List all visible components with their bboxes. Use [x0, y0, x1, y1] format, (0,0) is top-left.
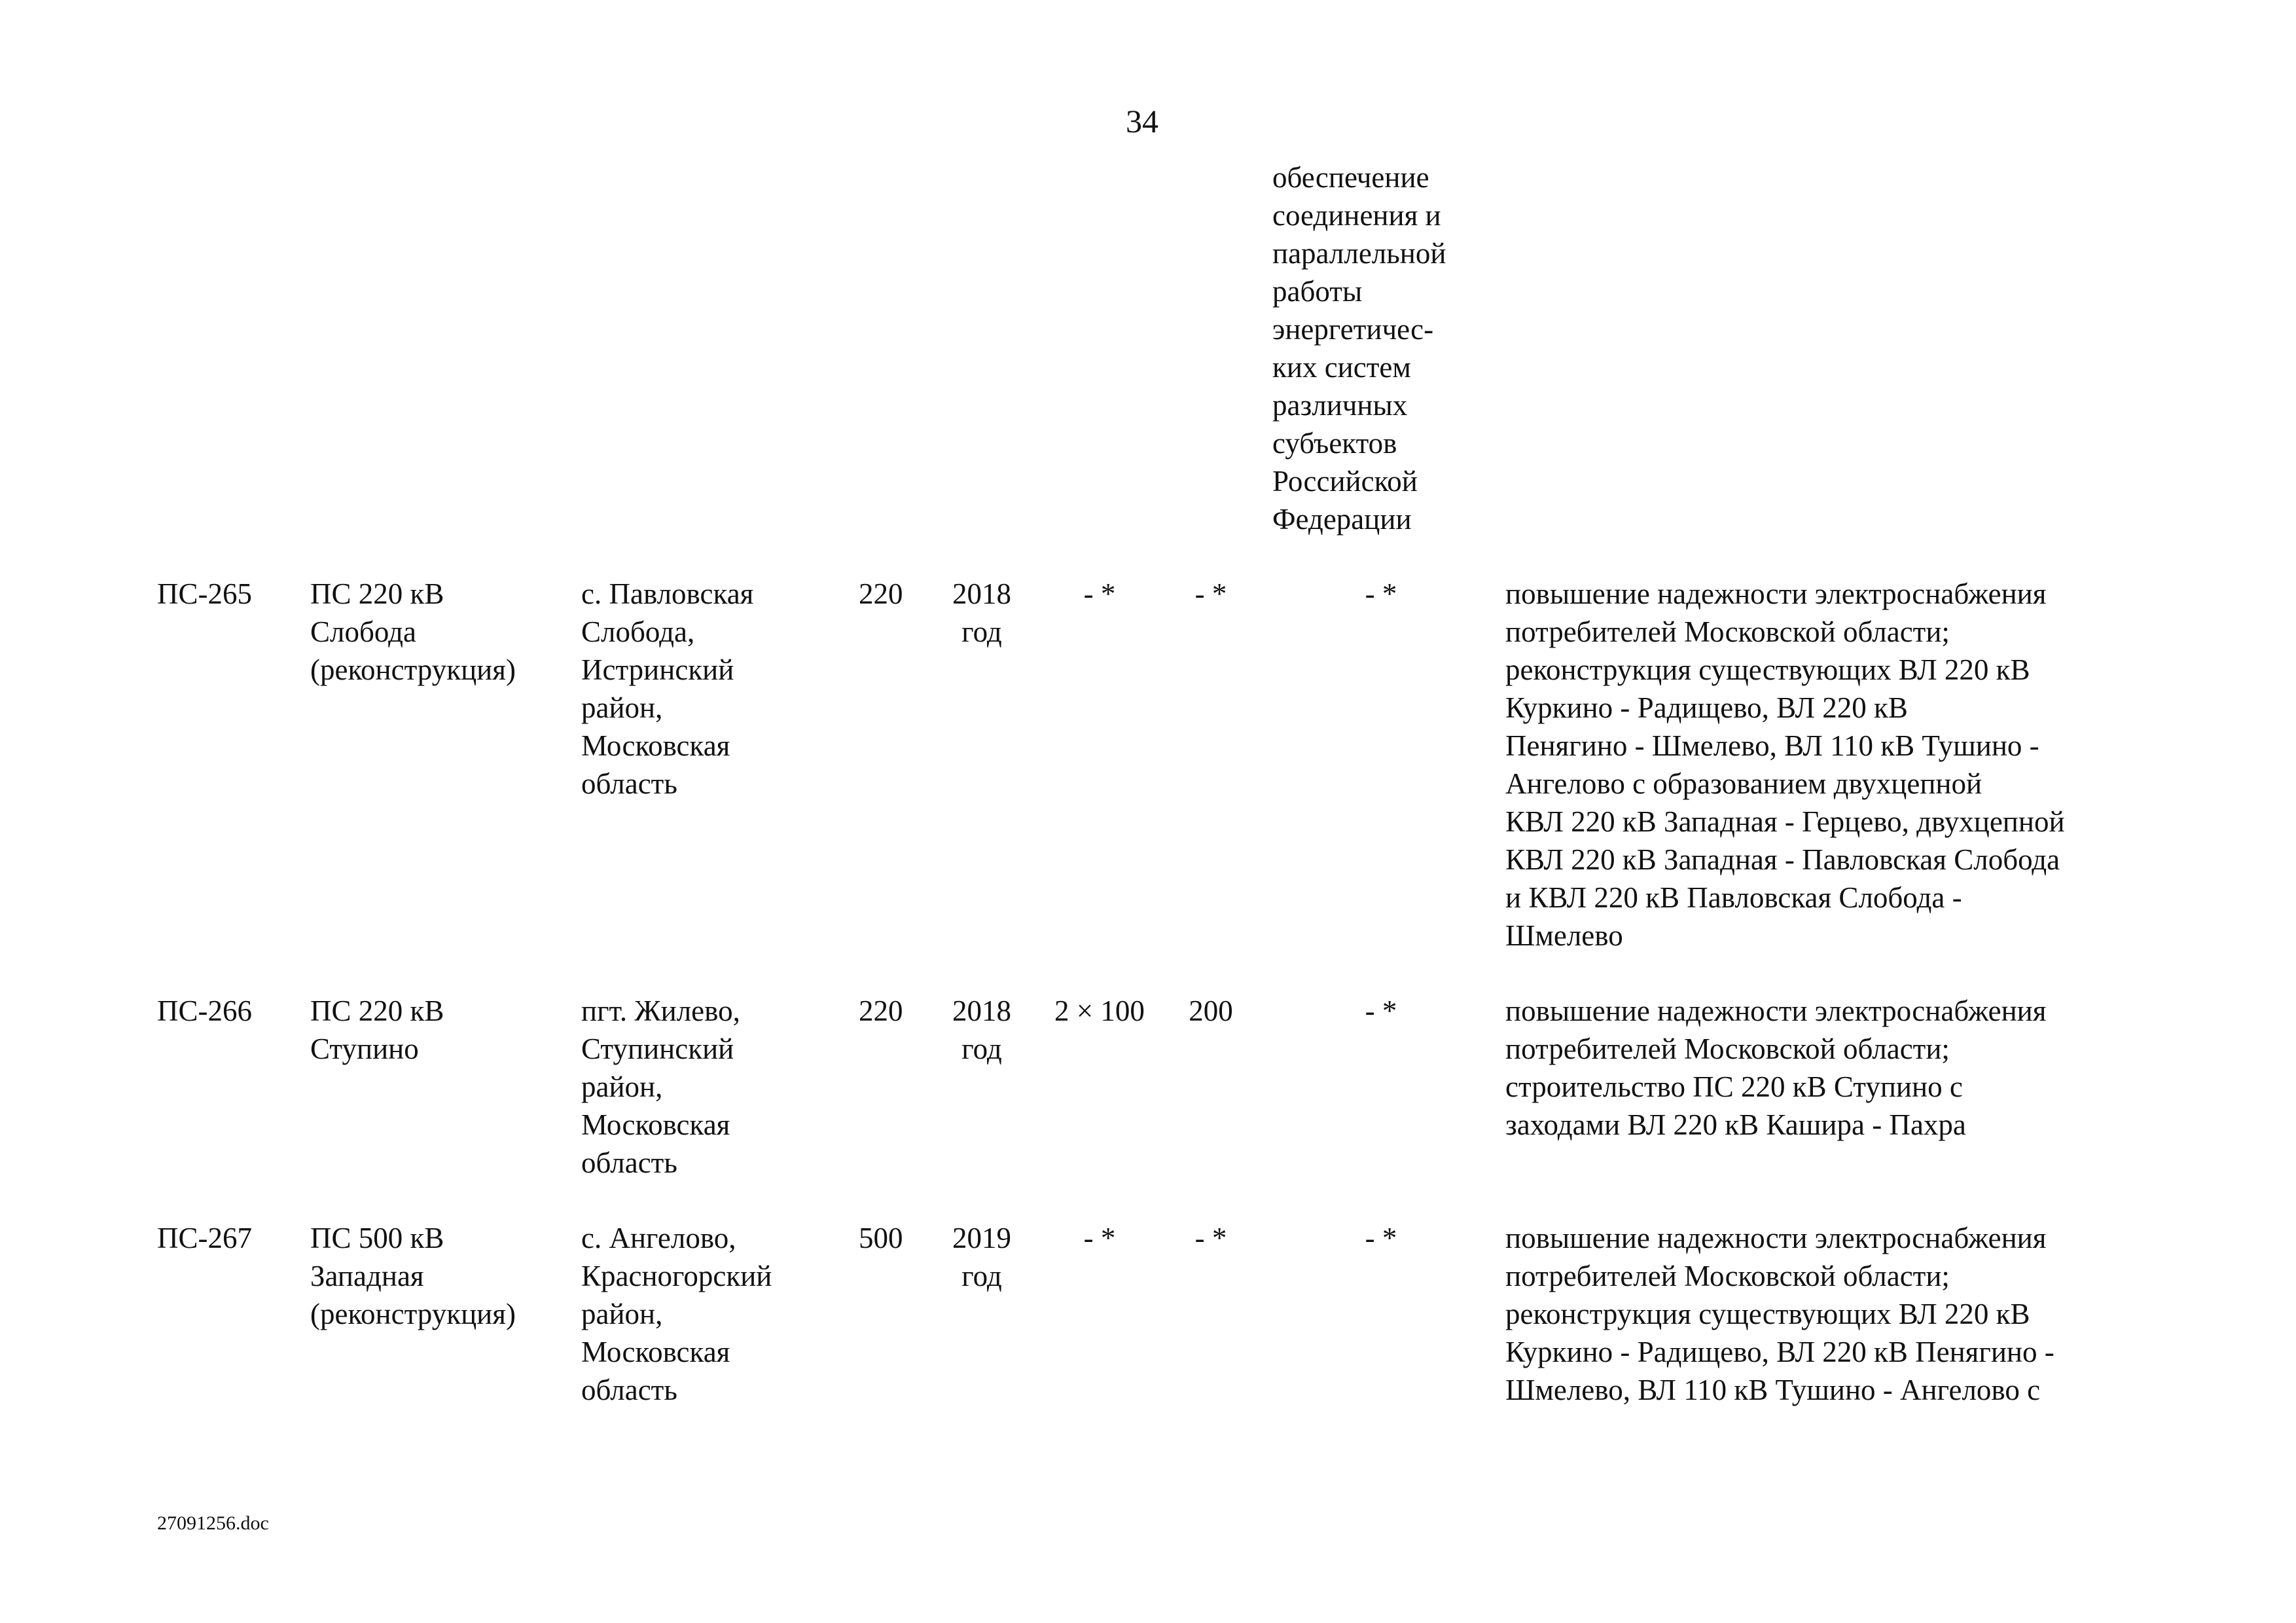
- object-name: ПС 220 кВ Ступино: [310, 994, 444, 1065]
- power-value: - *: [1194, 1222, 1227, 1254]
- page-number: 34: [1126, 103, 1158, 139]
- commission-year: 2019 год: [952, 1222, 1011, 1292]
- object-name: ПС 220 кВ Слобода (реконструкция): [310, 577, 516, 686]
- voltage-value: 220: [859, 577, 903, 610]
- object-location: пгт. Жилево, Ступинский район, Московская область: [581, 994, 740, 1179]
- voltage-value: 220: [859, 994, 903, 1027]
- object-code: ПС-266: [157, 994, 252, 1027]
- other-value: - *: [1365, 577, 1397, 610]
- object-purpose: повышение надежности электроснабжения потребителей Московской области; строительство ПС 220 кВ Ступино с заходами ВЛ 220 кВ Кашира - Пахра: [1505, 994, 2047, 1141]
- other-value: - *: [1365, 1222, 1397, 1254]
- other-value: - *: [1365, 994, 1397, 1027]
- transformer-count: 2 × 100: [1054, 994, 1145, 1027]
- object-purpose: повышение надежности электроснабжения потребителей Московской области; реконструкция существующих ВЛ 220 кВ Куркино - Радищево, ВЛ 220 кВ Пенягино - Шмелево, ВЛ 110 кВ Тушино - Ангелово с образованием двухцепной КВЛ 220 кВ Западная - Герцево, двухцепной КВЛ 220 кВ Западная - Павловская Слобода и КВЛ 220 кВ Павловская Слобода - Шмелево: [1505, 577, 2065, 952]
- object-location: с. Ангелово, Красногорский район, Московская область: [581, 1222, 772, 1406]
- object-location: с. Павловская Слобода, Истринский район, Московская область: [581, 577, 754, 800]
- object-name: ПС 500 кВ Западная (реконструкция): [310, 1222, 516, 1330]
- document-id: 27091256.doc: [157, 1512, 269, 1534]
- power-value: - *: [1194, 577, 1227, 610]
- object-purpose: повышение надежности электроснабжения потребителей Московской области; реконструкция существующих ВЛ 220 кВ Куркино - Радищево, ВЛ 220 кВ Пенягино - Шмелево, ВЛ 110 кВ Тушино - Ангелово с: [1505, 1222, 2054, 1406]
- object-code: ПС-265: [157, 577, 252, 610]
- continuation-purpose-text: обеспечение соединения и параллельной работы энергетичес- ких систем различных субъектов Российской Федерации: [1272, 161, 1446, 536]
- voltage-value: 500: [859, 1222, 903, 1254]
- transformer-count: - *: [1083, 577, 1116, 610]
- commission-year: 2018 год: [952, 577, 1011, 648]
- commission-year: 2018 год: [952, 994, 1011, 1065]
- object-code: ПС-267: [157, 1222, 252, 1254]
- transformer-count: - *: [1083, 1222, 1116, 1254]
- power-value: 200: [1189, 994, 1233, 1027]
